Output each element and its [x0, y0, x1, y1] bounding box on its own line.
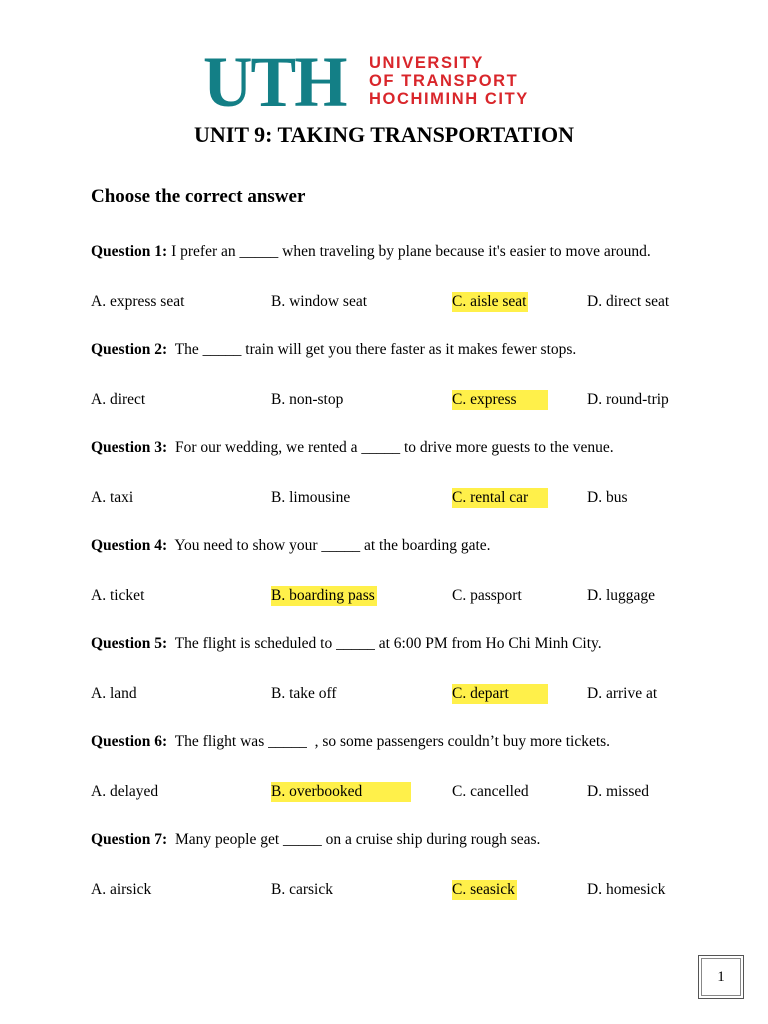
option-label: A. direct — [91, 391, 146, 408]
question-text: You need to show your _____ at the boarding gate. — [167, 537, 491, 554]
option-label: D. bus — [587, 489, 628, 506]
option-d[interactable] — [587, 880, 665, 900]
question-text: Many people get _____ on a cruise ship during rough seas. — [167, 831, 541, 848]
logo-line-3: HOCHIMINH CITY — [369, 90, 529, 108]
highlighted-answer: C. depart — [452, 684, 548, 704]
question-label: Question 5: — [91, 635, 168, 652]
option-b[interactable] — [271, 586, 377, 606]
option-c[interactable] — [452, 880, 517, 900]
option-label: A. land — [91, 685, 137, 702]
question-1 — [91, 243, 651, 261]
question-text: The flight is scheduled to _____ at 6:00 PM from Ho Chi Minh City. — [167, 635, 602, 652]
logo-text — [369, 54, 529, 108]
logo-line-1: UNIVERSITY — [369, 54, 485, 72]
option-label: C. cancelled — [452, 783, 529, 800]
option-b[interactable] — [271, 880, 333, 900]
option-d[interactable] — [587, 488, 627, 508]
university-logo — [193, 42, 579, 122]
question-4 — [91, 537, 491, 555]
question-label: Question 6: — [91, 733, 168, 750]
option-a[interactable] — [91, 684, 137, 704]
question-2 — [91, 341, 576, 359]
option-d[interactable] — [587, 684, 657, 704]
question-6 — [91, 733, 610, 751]
question-text: The flight was _____ , so some passengers couldn’t buy more tickets. — [167, 733, 611, 750]
option-label: A. taxi — [91, 489, 134, 506]
option-d[interactable] — [587, 390, 669, 410]
option-b[interactable] — [271, 684, 337, 704]
option-label: B. carsick — [271, 881, 333, 898]
page-number: 1 — [717, 969, 725, 985]
question-text: For our wedding, we rented a _____ to drive more guests to the venue. — [167, 439, 614, 456]
section-heading: Choose the correct answer — [91, 186, 306, 207]
question-label: Question 4: — [91, 537, 168, 554]
page-number-box — [698, 955, 744, 999]
question-label: Question 2: — [91, 341, 168, 358]
option-label: D. round-trip — [587, 391, 669, 408]
option-a[interactable] — [91, 782, 158, 802]
option-a[interactable] — [91, 390, 145, 410]
option-c[interactable] — [452, 292, 528, 312]
option-label: D. direct seat — [587, 293, 670, 310]
highlighted-answer: B. boarding pass — [271, 587, 375, 604]
option-a[interactable] — [91, 292, 184, 312]
highlighted-answer: C. seasick — [452, 881, 515, 898]
option-d[interactable] — [587, 586, 655, 606]
option-c[interactable] — [452, 782, 529, 802]
option-c[interactable] — [452, 390, 548, 410]
option-label: B. limousine — [271, 489, 351, 506]
option-c[interactable] — [452, 684, 548, 704]
question-label: Question 3: — [91, 439, 168, 456]
option-c[interactable] — [452, 488, 548, 508]
question-label: Question 1: — [91, 243, 168, 260]
option-c[interactable] — [452, 586, 522, 606]
logo-line-2: OF TRANSPORT — [369, 72, 519, 90]
option-label: D. missed — [587, 783, 649, 800]
question-7 — [91, 831, 540, 849]
question-text: I prefer an _____ when traveling by plane because it's easier to move around. — [167, 243, 651, 260]
question-text: The _____ train will get you there faster as it makes fewer stops. — [167, 341, 577, 358]
option-label: B. non-stop — [271, 391, 344, 408]
option-b[interactable] — [271, 488, 350, 508]
option-label: A. ticket — [91, 587, 145, 604]
highlighted-answer: C. express — [452, 390, 548, 410]
option-label: D. arrive at — [587, 685, 658, 702]
option-label: A. airsick — [91, 881, 152, 898]
option-a[interactable] — [91, 488, 133, 508]
highlighted-answer: C. rental car — [452, 488, 548, 508]
option-label: A. delayed — [91, 783, 159, 800]
option-label: B. window seat — [271, 293, 368, 310]
option-b[interactable] — [271, 390, 343, 410]
option-b[interactable] — [271, 782, 411, 802]
document-title: UNIT 9: TAKING TRANSPORTATION — [193, 122, 574, 147]
option-a[interactable] — [91, 880, 151, 900]
question-label: Question 7: — [91, 831, 168, 848]
option-label: D. luggage — [587, 587, 656, 604]
highlighted-answer: B. overbooked — [271, 782, 411, 802]
question-3 — [91, 439, 614, 457]
option-label: B. take off — [271, 685, 337, 702]
option-label: C. passport — [452, 587, 522, 604]
highlighted-answer: C. aisle seat — [452, 293, 527, 310]
option-d[interactable] — [587, 782, 649, 802]
question-5 — [91, 635, 602, 653]
option-label: D. homesick — [587, 881, 666, 898]
logo-mark: UTH — [203, 42, 346, 122]
option-d[interactable] — [587, 292, 669, 312]
option-b[interactable] — [271, 292, 367, 312]
option-a[interactable] — [91, 586, 144, 606]
option-label: A. express seat — [91, 293, 185, 310]
